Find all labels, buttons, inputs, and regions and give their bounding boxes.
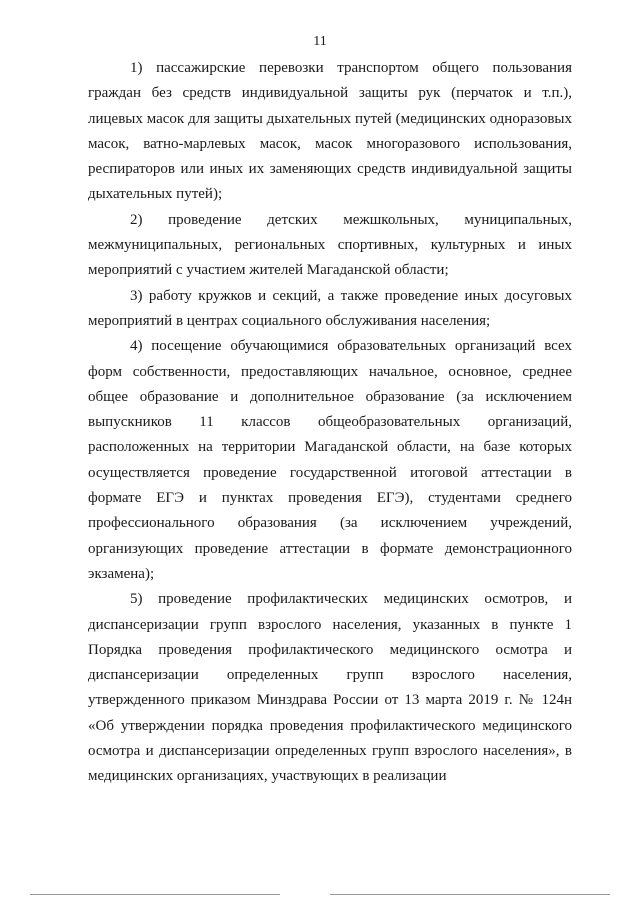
paragraph-item-3: 3) работу кружков и секций, а также проведение иных досуговых мероприятий в центрах социального обслуживания населения; xyxy=(88,287,572,329)
document-body xyxy=(88,56,572,790)
footer-divider-right xyxy=(330,894,610,895)
paragraph-item-4: 4) посещение обучающимися образовательных организаций всех форм собственности, предоставляющих начальное, основное, среднее общее образование и дополнительное образование (за исключением выпускников 11 классов общеобразовательных организаций, расположенных на территории Магаданской области, на базе которых осуществляется проведение государственной итоговой аттестации в формате ЕГЭ и пунктах проведения ЕГЭ), студентами среднего профессионального образования (за исключением учреждений, организующих проведение аттестации в формате демонстрационного экзамена); xyxy=(88,338,572,582)
footer-divider-left xyxy=(30,894,280,895)
paragraph-item-1: 1) пассажирские перевозки транспортом общего пользования граждан без средств индивидуальной защиты рук (перчаток и т.п.), лицевых масок для защиты дыхательных путей (медицинских одноразовых масок, ватно-марлевых масок, масок многоразового использования, респираторов или иных их заменяющих средств индивидуальной защиты дыхательных путей); xyxy=(88,60,572,203)
page-number: 11 xyxy=(313,34,327,49)
paragraph-item-5: 5) проведение профилактических медицинских осмотров, и диспансеризации групп взрослого населения, указанных в пункте 1 Порядка проведения профилактического медицинского осмотра и диспансеризации определенных групп взрослого населения, утвержденного приказом Минздрава России от 13 марта 2019 г. № 124н «Об утверждении порядка проведения профилактического медицинского осмотра и диспансеризации определенных групп взрослого населения», в медицинских организациях, участвующих в реализации xyxy=(88,591,572,785)
paragraph-item-2: 2) проведение детских межшкольных, муниципальных, межмуниципальных, региональных спортивных, культурных и иных мероприятий с участием жителей Магаданской области; xyxy=(88,211,572,279)
